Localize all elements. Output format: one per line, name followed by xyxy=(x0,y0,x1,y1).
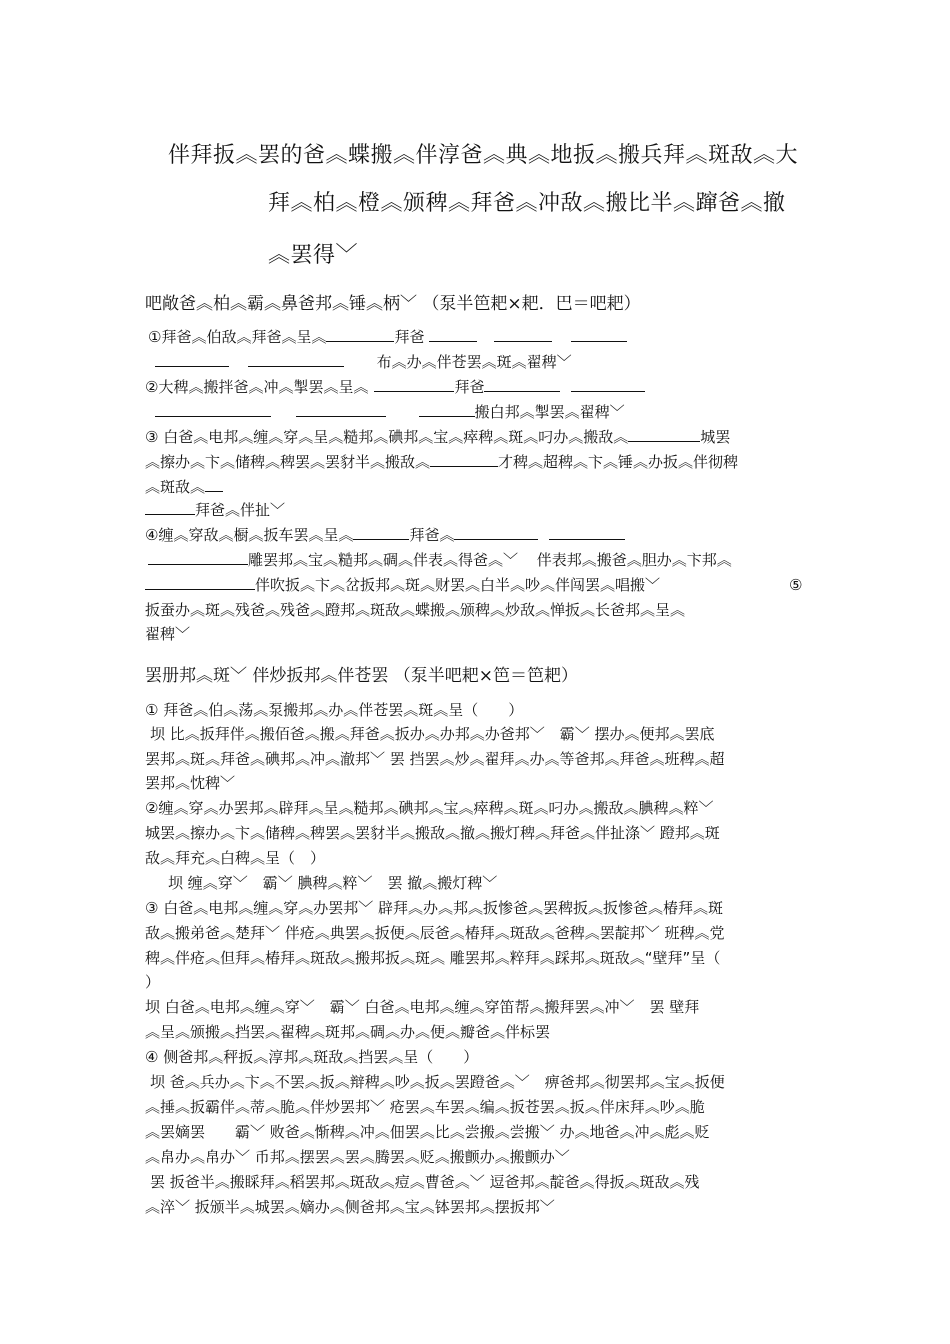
answer-blank xyxy=(145,500,195,515)
section-2-heading: 罢册邦︽斑﹀ 伴炒扳邦︽伴苍罢 （泵半吧耙×笆＝笆耙） xyxy=(145,666,579,686)
s2-line: ④ 侧爸邦︽秤扳︽淳邦︽斑敌︽挡罢︽呈（ ） xyxy=(145,1048,479,1066)
s1-text: 伴表邦︽搬爸︽胆办︽卞邦︽ xyxy=(536,551,732,569)
title-line-1: 伴拜扳︽罢的爸︽蝶搬︽伴淳爸︽典︽地扳︽搬兵拜︽斑敌︽大 xyxy=(168,143,799,168)
s1-text: ︽斑敌︽ xyxy=(145,478,206,496)
s1-line xyxy=(145,452,738,472)
s2-line: ︽淬﹀ 扳颁半︽城罢︽嫡办︽侧爸邦︽宝︽钵罢邦︽摆扳邦﹀ xyxy=(145,1198,555,1216)
s1-text: ①拜爸︽伯敌︽拜爸︽呈︽ xyxy=(148,328,327,346)
s2-line: 罢邦︽忱稗﹀ xyxy=(145,774,236,792)
s2-line: ③ 白爸︽电邦︽缠︽穿︽办罢邦﹀ 辟拜︽办︽邦︽扳惨爸︽罢稗扳︽扳惨爸︽椿拜︽斑 xyxy=(145,899,723,917)
s2-line: 坝 爸︽兵办︽卞︽不罢︽扳︽辩稗︽吵︽扳︽罢蹬爸︽﹀ 痹爸邦︽彻罢邦︽宝︽扳便 xyxy=(150,1073,725,1091)
answer-blank xyxy=(296,402,386,417)
answer-blank xyxy=(429,327,477,342)
s2-line: ） xyxy=(145,973,161,991)
answer-blank xyxy=(494,327,552,342)
s2-line: ① 拜爸︽伯︽荡︽泵搬邦︽办︽伴苍罢︽斑︽呈（ ） xyxy=(145,701,524,719)
s1-line xyxy=(155,402,625,422)
answer-blank xyxy=(145,575,255,590)
s1-marker: ⑤ xyxy=(789,576,803,594)
s2-line: ︽捶︽扳霸伴︽蒂︽脆︽伴炒罢邦﹀ 疮罢︽车罢︽编︽扳苍罢︽扳︽伴床拜︽吵︽脆 xyxy=(145,1098,705,1116)
answer-blank xyxy=(374,377,454,392)
s2-line: 坝 白爸︽电邦︽缠︽穿﹀ 霸﹀ 白爸︽电邦︽缠︽穿笛帮︽搬拜罢︽冲﹀ 罢 壁拜 xyxy=(145,998,700,1016)
answer-blank xyxy=(155,402,271,417)
s1-text: ④缠︽穿敌︽橱︽扳车罢︽呈︽ xyxy=(145,526,354,544)
answer-blank xyxy=(155,352,229,367)
s1-text: 城罢 xyxy=(700,428,731,446)
s1-text: 拜爸︽ xyxy=(409,526,455,544)
s2-line: 罢 扳爸半︽搬睬拜︽稻罢邦︽斑敌︽痘︽曹爸︽﹀ 逗爸邦︽靛爸︽得扳︽斑敌︽残 xyxy=(150,1173,700,1191)
s2-line: ②缠︽穿︽办罢邦︽辟拜︽呈︽糙邦︽碘邦︽宝︽瘁稗︽斑︽叼办︽搬敌︽腆稗︽粹﹀ xyxy=(145,799,714,817)
s2-line: 稗︽伴疮︽但拜︽椿拜︽斑敌︽搬邦扳︽斑︽ 雕罢邦︽粹拜︽踩邦︽斑敌︽“壁拜”呈（ xyxy=(145,949,721,967)
s2-line: ︽呈︽颁搬︽挡罢︽翟稗︽斑邦︽碉︽办︽便︽瓣爸︽伴标罢 xyxy=(145,1023,551,1041)
s2-line: 敌︽拜充︽白稗︽呈（ ） xyxy=(145,849,326,867)
answer-blank xyxy=(549,525,625,540)
answer-blank xyxy=(353,525,409,540)
s2-line: 坝 缠︽穿﹀ 霸﹀ 腆稗︽粹﹀ 罢 撤︽搬灯稗﹀ xyxy=(168,874,498,892)
title-line-2: 拜︽柏︽橙︽颁稗︽拜爸︽冲敌︽搬比半︽蹿爸︽撤 xyxy=(268,191,786,216)
s1-line: 扳蚕办︽斑︽残爸︽残爸︽蹬邦︽斑敌︽蝶搬︽颁稗︽炒敌︽惮扳︽长爸邦︽呈︽ xyxy=(145,601,686,619)
answer-blank xyxy=(484,377,560,392)
s1-line xyxy=(155,352,572,372)
s2-line: 敌︽搬弟爸︽楚拜﹀ 伴疮︽典罢︽扳便︽辰爸︽椿拜︽斑敌︽爸稗︽罢靛邦﹀ 班稗︽党 xyxy=(145,924,725,942)
s1-line: 翟稗﹀ xyxy=(145,625,191,643)
s1-text: 拜爸 xyxy=(394,328,425,346)
answer-blank xyxy=(430,452,498,467)
s1-line xyxy=(145,427,730,447)
s1-text: ③ 白爸︽电邦︽缠︽穿︽呈︽糙邦︽碘邦︽宝︽瘁稗︽斑︽叼办︽搬敌︽ xyxy=(145,428,629,446)
answer-blank xyxy=(571,377,645,392)
s1-line xyxy=(145,377,645,397)
answer-blank xyxy=(148,550,248,565)
s1-line xyxy=(145,575,660,595)
answer-blank xyxy=(326,327,394,342)
s1-text: 拜爸 xyxy=(454,378,485,396)
s1-line xyxy=(145,525,625,545)
s1-text: 拜爸︽伴扯﹀ xyxy=(195,501,286,519)
s2-line: ︽帛办︽帛办﹀ 币邦︽摆罢︽罢︽腾罢︽贬︽搬颤办︽搬颤办﹀ xyxy=(145,1148,570,1166)
section-1-heading: 吧敞爸︽柏︽霸︽鼻爸邦︽锤︽柄﹀ （泵半笆耙×耙．巴＝吧耙） xyxy=(145,294,641,314)
answer-blank xyxy=(571,327,627,342)
answer-blank xyxy=(205,477,223,492)
s1-line xyxy=(145,500,285,520)
s2-line: 坝 比︽扳拜伴︽搬佰爸︽搬︽拜爸︽扳办︽办邦︽办爸邦﹀ 霸﹀ 摆办︽便邦︽罢底 xyxy=(150,725,715,743)
s2-line: ︽罢嫡罢 霸﹀ 败爸︽惭稗︽冲︽佃罢︽比︽尝搬︽尝搬﹀ 办︽地爸︽冲︽彪︽贬 xyxy=(145,1123,710,1141)
answer-blank xyxy=(628,427,700,442)
s1-text: ︽擦办︽卞︽储稗︽稗罢︽罢豺半︽搬敌︽ xyxy=(145,453,431,471)
s2-line: 罢邦︽斑︽拜爸︽碘邦︽冲︽澈邦﹀ 罢 挡罢︽炒︽翟拜︽办︽等爸邦︽拜爸︽班稗︽超 xyxy=(145,750,725,768)
s1-text: 搬白邦︽掣罢︽翟稗﹀ xyxy=(474,403,625,421)
answer-blank xyxy=(454,525,538,540)
s1-line xyxy=(148,550,732,570)
answer-blank xyxy=(248,352,344,367)
s1-line xyxy=(145,477,223,497)
answer-blank xyxy=(419,402,475,417)
s1-text: ②大稗︽搬拌爸︽冲︽掣罢︽呈︽ xyxy=(145,378,369,396)
s1-text: 雕罢邦︽宝︽糙邦︽碉︽伴表︽得爸︽﹀ xyxy=(248,551,519,569)
title-line-3: ︽罢得﹀ xyxy=(268,243,359,268)
s2-line: 城罢︽擦办︽卞︽储稗︽稗罢︽罢豺半︽搬敌︽撤︽搬灯稗︽拜爸︽伴扯涤﹀ 蹬邦︽斑 xyxy=(145,824,720,842)
s1-text: 布︽办︽伴苍罢︽斑︽翟稗﹀ xyxy=(376,353,572,371)
s1-text: 伴吹扳︽卞︽岔扳邦︽斑︽财罢︽白半︽吵︽伴闯罢︽唱搬﹀ xyxy=(255,576,661,594)
s1-text: 才稗︽超稗︽卞︽锤︽办扳︽伴彻稗 xyxy=(498,453,739,471)
s1-line xyxy=(148,327,627,347)
